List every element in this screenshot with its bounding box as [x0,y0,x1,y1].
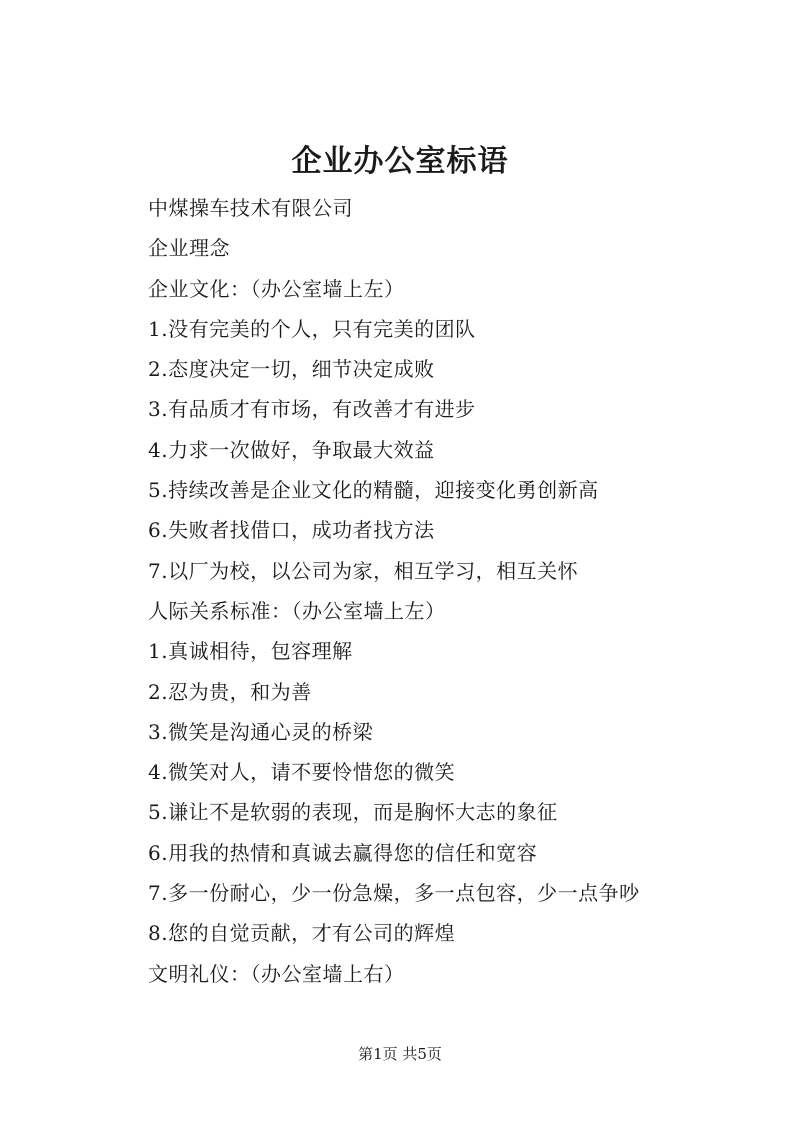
section-heading: 企业文化：（办公室墙上左） [148,276,405,301]
section-heading: 文明礼仪：（办公室墙上右） [148,961,405,986]
document-title: 企业办公室标语 [291,144,509,179]
list-item: 2.态度决定一切，细节决定成败 [148,357,435,382]
document-body [148,188,708,994]
list-item: 4.力求一次做好，争取最大效益 [148,437,435,462]
list-item: 3.有品质才有市场，有改善才有进步 [148,397,476,422]
list-item: 3.微笑是沟通心灵的桥梁 [148,719,374,744]
list-item: 5.谦让不是软弱的表现，而是胸怀大志的象征 [148,800,558,825]
list-item: 1.真诚相待，包容理解 [148,639,353,664]
list-item: 7.以厂为校，以公司为家，相互学习，相互关怀 [148,558,579,583]
list-item: 1.没有完美的个人，只有完美的团队 [148,316,476,341]
section-heading: 人际关系标准：（办公室墙上左） [148,598,446,623]
list-item: 6.失败者找借口，成功者找方法 [148,518,435,543]
list-item: 6.用我的热情和真诚去赢得您的信任和宽容 [148,840,538,865]
list-item: 2.忍为贵，和为善 [148,679,312,704]
list-item: 7.多一份耐心，少一份急燥，多一点包容，少一点争吵 [148,881,640,906]
list-item: 8.您的自觉贡献，才有公司的辉煌 [148,921,456,946]
list-item: 4.微笑对人，请不要怜惜您的微笑 [148,760,456,785]
text-line: 企业理念 [148,236,230,261]
text-line: 中煤操车技术有限公司 [148,196,353,220]
list-item: 5.持续改善是企业文化的精髓，迎接变化勇创新高 [148,478,599,503]
page-number: 第1页 共5页 [358,1045,442,1063]
